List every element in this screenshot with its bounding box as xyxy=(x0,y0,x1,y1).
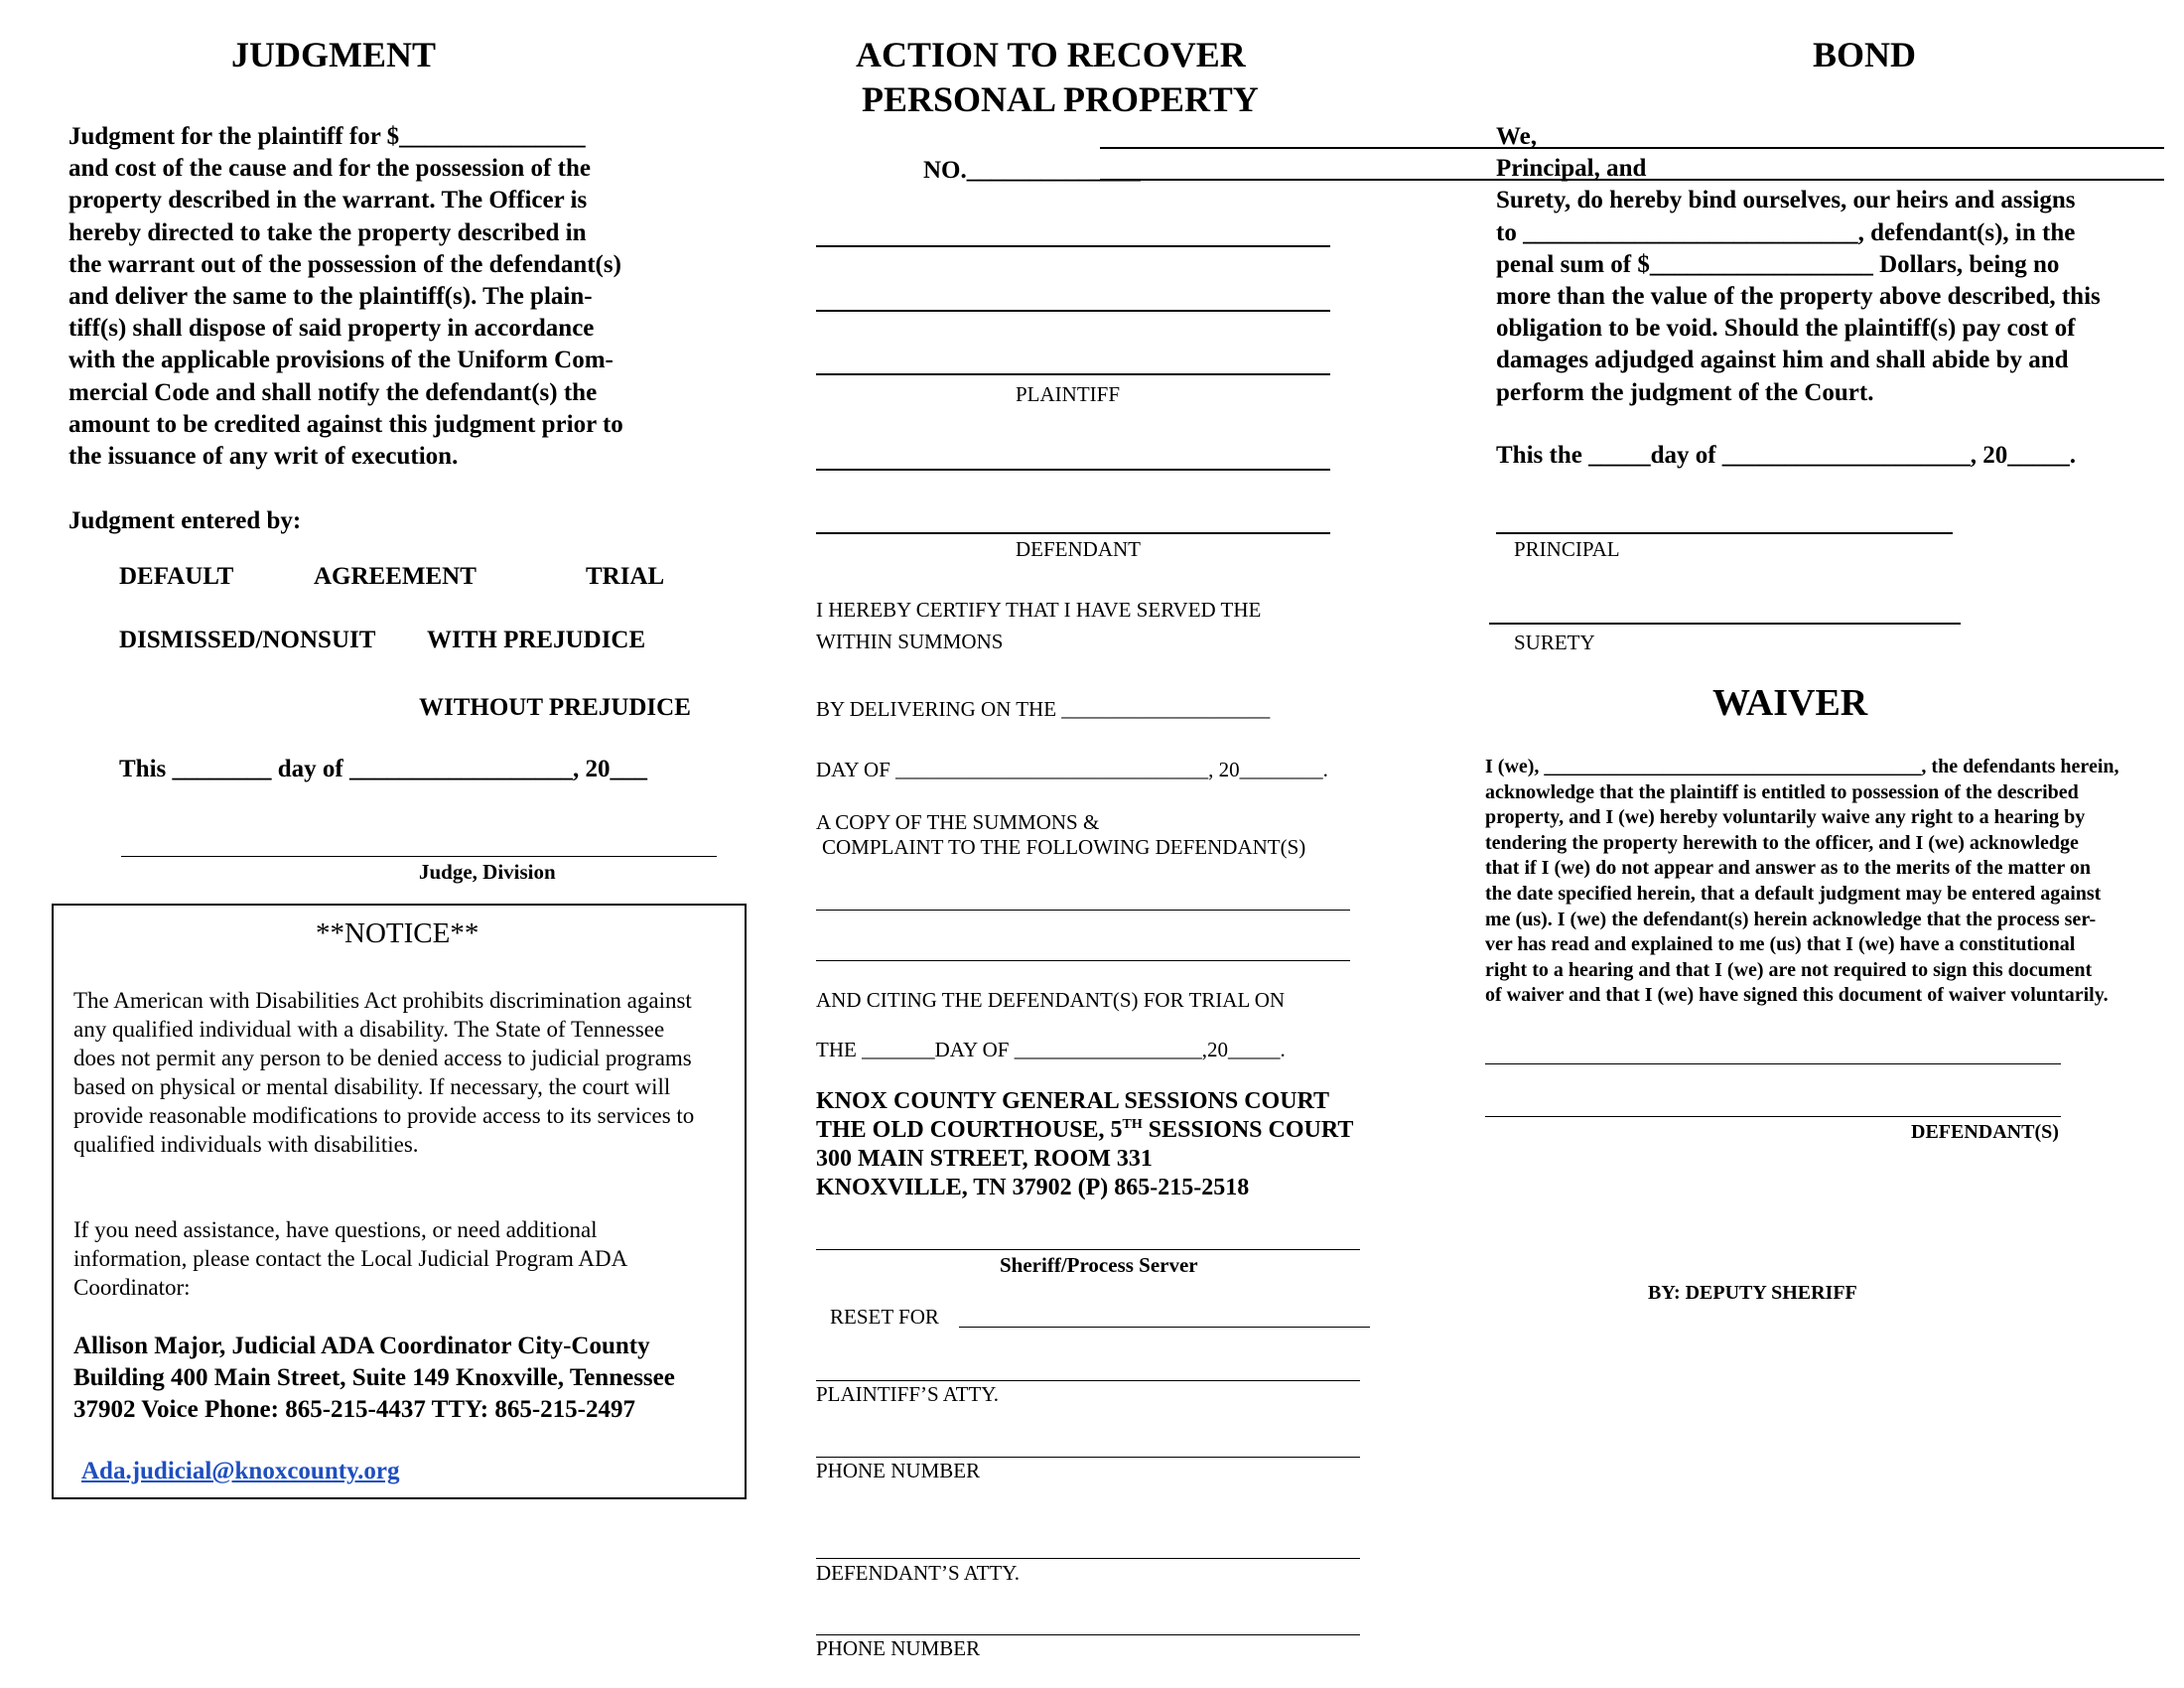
plaintiff-line-3[interactable] xyxy=(816,373,1330,375)
waiver-line: of waiver and that I (we) have signed this document of waiver voluntarily. xyxy=(1485,984,2109,1007)
surety-label: SURETY xyxy=(1514,631,1595,654)
waiver-line: me (us). I (we) the defendant(s) herein acknowledge that the process ser- xyxy=(1485,908,2097,930)
judgment-line: and cost of the cause and for the possession of the xyxy=(68,155,591,183)
judgment-line: the issuance of any writ of execution. xyxy=(68,443,459,470)
reset-for-label: RESET FOR xyxy=(830,1305,939,1329)
phone-label-1: PHONE NUMBER xyxy=(816,1459,981,1482)
court-city-phone: KNOXVILLE, TN 37902 (P) 865-215-2518 xyxy=(816,1175,1250,1200)
bond-line: to ___________________________, defendant(s), in the xyxy=(1496,218,2076,246)
court-name: KNOX COUNTY GENERAL SESSIONS COURT xyxy=(816,1088,1330,1114)
plaintiff-line-2[interactable] xyxy=(816,310,1330,312)
notice-paragraph-2: If you need assistance, have questions, or need additional information, please contact the Local Judicial Program ADA Coordinator: xyxy=(73,1217,626,1300)
deputy-sheriff-label: BY: DEPUTY SHERIFF xyxy=(1648,1282,1857,1304)
court-location: THE OLD COURTHOUSE, 5TH SESSIONS COURT xyxy=(816,1117,1354,1143)
trial-date-field[interactable]: THE _______DAY OF __________________,20_____. xyxy=(816,1038,1286,1061)
judgment-line: tiff(s) shall dispose of said property in accordance xyxy=(68,315,595,343)
option-without-prejudice[interactable]: WITHOUT PREJUDICE xyxy=(419,694,691,721)
waiver-line: acknowledge that the plaintiff is entitled to possession of the described xyxy=(1485,780,2079,803)
plaintiff-atty-line[interactable] xyxy=(816,1380,1360,1381)
bond-line: We, xyxy=(1496,123,1537,150)
judgment-line: the warrant out of the possession of the defendant(s) xyxy=(68,250,621,278)
phone-line-1[interactable] xyxy=(816,1457,1360,1458)
option-dismissed-nonsuit[interactable]: DISMISSED/NONSUIT xyxy=(119,627,376,653)
action-title-line1: ACTION TO RECOVER xyxy=(856,35,1246,74)
waiver-line: right to a hearing and that I (we) are not required to sign this document xyxy=(1485,958,2093,981)
defendant-line-1[interactable] xyxy=(816,469,1330,471)
phone-label-2: PHONE NUMBER xyxy=(816,1636,981,1660)
bond-line: penal sum of $__________________ Dollars, being no xyxy=(1496,250,2060,278)
defendant-label: DEFENDANT xyxy=(1016,537,1141,561)
judgment-entered-label: Judgment entered by: xyxy=(68,507,302,534)
certify-line-2: WITHIN SUMMONS xyxy=(816,630,1004,653)
plaintiff-line-1[interactable] xyxy=(816,245,1330,247)
waiver-line: ver has read and explained to me (us) that I (we) have a constitutional xyxy=(1485,933,2076,956)
waiver-title: WAIVER xyxy=(1712,682,1868,724)
bond-line: perform the judgment of the Court. xyxy=(1496,378,1874,406)
waiver-line: I (we), ______________________________________, the defendants herein, xyxy=(1485,756,2119,777)
notice-contact: Allison Major, Judicial ADA Coordinator City-County Building 400 Main Street, Suite 149 Knoxville, Tennessee 37902 Voice Phone: 865-215-4437 TTY: 865-215-2497 xyxy=(73,1333,675,1423)
waiver-line: property, and I (we) hereby voluntarily waive any right to a hearing by xyxy=(1485,806,2086,829)
defendants-label: DEFENDANT(S) xyxy=(1911,1121,2059,1143)
judge-signature-line[interactable] xyxy=(121,856,717,857)
judgment-line: Judgment for the plaintiff for $_______________ xyxy=(68,123,586,150)
bond-principal-line[interactable] xyxy=(1100,179,2164,181)
plaintiff-label: PLAINTIFF xyxy=(1016,382,1121,406)
waiver-line: tendering the property herewith to the officer, and I (we) acknowledge xyxy=(1485,831,2079,854)
judgment-line: hereby directed to take the property described in xyxy=(68,218,587,246)
certify-line-1: I HEREBY CERTIFY THAT I HAVE SERVED THE xyxy=(816,598,1262,622)
bond-line: Surety, do hereby bind ourselves, our heirs and assigns xyxy=(1496,187,2076,214)
option-with-prejudice[interactable]: WITH PREJUDICE xyxy=(427,627,646,653)
case-number-field[interactable]: NO.______________ xyxy=(923,157,1141,184)
ada-email-link[interactable]: Ada.judicial@knoxcounty.org xyxy=(81,1458,400,1484)
served-defendant-line-2[interactable] xyxy=(816,960,1350,961)
sheriff-label: Sheriff/Process Server xyxy=(1000,1253,1198,1277)
defendant-atty-line[interactable] xyxy=(816,1558,1360,1559)
option-default[interactable]: DEFAULT xyxy=(119,563,234,590)
delivering-on-field[interactable]: BY DELIVERING ON THE ____________________ xyxy=(816,697,1271,721)
principal-signature-line[interactable] xyxy=(1496,532,1953,534)
bond-line: damages adjudged against him and shall abide by and xyxy=(1496,347,2069,374)
waiver-line: that if I (we) do not appear and answer as to the merits of the matter on xyxy=(1485,857,2091,880)
bond-date-line[interactable]: This the _____day of ____________________, 20_____. xyxy=(1496,442,2077,469)
surety-signature-line[interactable] xyxy=(1489,623,1961,625)
judgment-line: and deliver the same to the plaintiff(s). The plain- xyxy=(68,283,593,310)
judgment-line: amount to be credited against this judgment prior to xyxy=(68,410,623,438)
judge-division-label: Judge, Division xyxy=(419,860,556,884)
bond-line: more than the value of the property above described, this xyxy=(1496,283,2101,310)
bond-title: BOND xyxy=(1813,35,1917,74)
principal-label: PRINCIPAL xyxy=(1514,537,1620,561)
notice-title: **NOTICE** xyxy=(316,917,479,949)
defendant-atty-label: DEFENDANT’S ATTY. xyxy=(816,1561,1020,1585)
bond-name-line[interactable] xyxy=(1100,147,2164,149)
sheriff-signature-line[interactable] xyxy=(816,1249,1360,1250)
plaintiff-atty-label: PLAINTIFF’S ATTY. xyxy=(816,1382,999,1406)
judgment-line: with the applicable provisions of the Uniform Com- xyxy=(68,347,614,374)
waiver-line: the date specified herein, that a default judgment may be entered against xyxy=(1485,883,2102,905)
judgment-line: mercial Code and shall notify the defendant(s) the xyxy=(68,378,598,406)
delivery-day-of-field[interactable]: DAY OF ______________________________, 20________. xyxy=(816,758,1328,781)
phone-line-2[interactable] xyxy=(816,1634,1360,1635)
served-defendant-line-1[interactable] xyxy=(816,910,1350,911)
notice-paragraph-1: The American with Disabilities Act prohibits discrimination against any qualified individual with a disability. The State of Tennessee does not permit any person to be denied access to judicial programs based on physical or mental disability. If necessary, the court will provide reasonable modifications to provide access to its services to qualified individuals with disabilities. xyxy=(73,988,695,1157)
judgment-title: JUDGMENT xyxy=(231,35,436,74)
bond-line: Principal, and xyxy=(1496,155,1647,183)
option-trial[interactable]: TRIAL xyxy=(586,563,665,590)
judgment-line: property described in the warrant. The Officer is xyxy=(68,187,588,214)
defendant-signature-line-1[interactable] xyxy=(1485,1063,2061,1064)
reset-for-line[interactable] xyxy=(959,1327,1370,1328)
defendant-signature-line-2[interactable] xyxy=(1485,1116,2061,1117)
defendant-line-2[interactable] xyxy=(816,532,1330,534)
option-agreement[interactable]: AGREEMENT xyxy=(314,563,477,590)
court-street: 300 MAIN STREET, ROOM 331 xyxy=(816,1146,1153,1172)
judgment-date-line[interactable]: This ________ day of __________________, 20___ xyxy=(119,756,647,782)
copy-line-2: COMPLAINT TO THE FOLLOWING DEFENDANT(S) xyxy=(822,835,1306,859)
action-title-line2: PERSONAL PROPERTY xyxy=(862,79,1259,119)
copy-line-1: A COPY OF THE SUMMONS & xyxy=(816,810,1100,834)
citing-line: AND CITING THE DEFENDANT(S) FOR TRIAL ON xyxy=(816,988,1286,1012)
bond-line: obligation to be void. Should the plaintiff(s) pay cost of xyxy=(1496,315,2076,343)
